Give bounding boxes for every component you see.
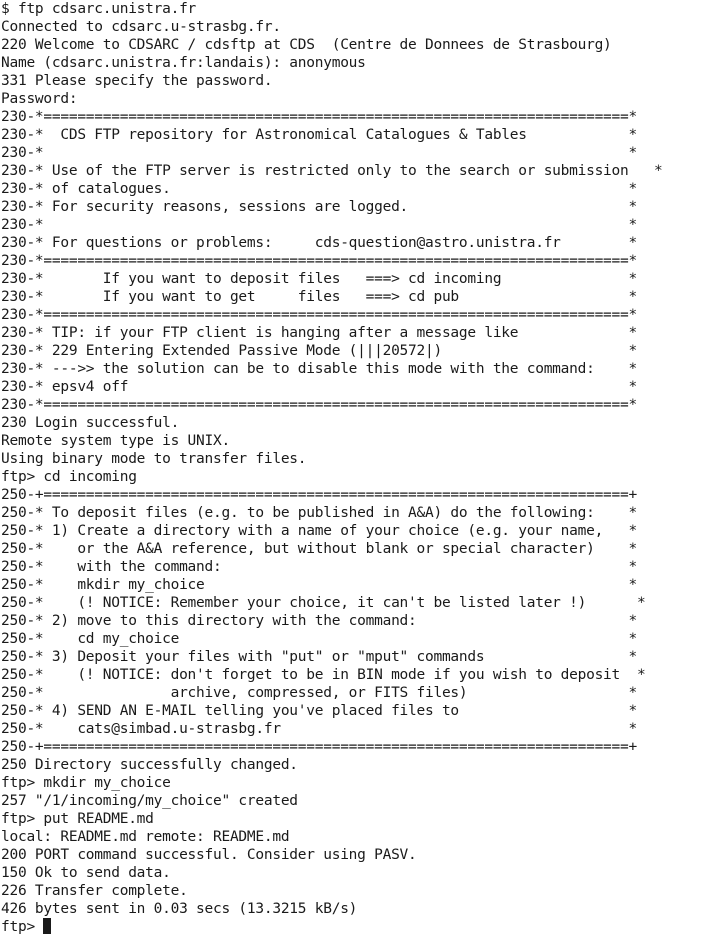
terminal-line: 250-* with the command: * — [1, 559, 637, 575]
terminal-line: 230-* TIP: if your FTP client is hanging after a message like * — [1, 325, 637, 341]
terminal-line: 250-* 1) Create a directory with a name of your choice (e.g. your name, * — [1, 523, 637, 539]
text-cursor — [43, 918, 51, 934]
terminal-line: 230-* Use of the FTP server is restricted only to the search or submission * — [1, 163, 663, 179]
terminal-line: 230-* --->> the solution can be to disable this mode with the command: * — [1, 361, 637, 377]
terminal-line: 226 Transfer complete. — [1, 883, 188, 899]
terminal-line: 250-* archive, compressed, or FITS files) * — [1, 685, 637, 701]
terminal-line: Using binary mode to transfer files. — [1, 451, 307, 467]
terminal-line: ftp> put README.md — [1, 811, 154, 827]
terminal-line: 230 Login successful. — [1, 415, 180, 431]
terminal-line: 250-+=====================================================================+ — [1, 487, 637, 503]
terminal-line: 250-* 3) Deposit your files with "put" or "mput" commands * — [1, 649, 637, 665]
terminal-line: 250 Directory successfully changed. — [1, 757, 298, 773]
terminal-line: 230-* of catalogues. * — [1, 181, 637, 197]
terminal-line: 250-* mkdir my_choice * — [1, 577, 637, 593]
terminal-line: 230-*=====================================================================* — [1, 109, 637, 125]
terminal-line: ftp> cd incoming — [1, 469, 137, 485]
terminal-prompt-line[interactable] — [1, 918, 723, 936]
terminal-line: 331 Please specify the password. — [1, 73, 273, 89]
terminal-line: 200 PORT command successful. Consider using PASV. — [1, 847, 417, 863]
terminal-line: $ ftp cdsarc.unistra.fr — [1, 1, 197, 17]
terminal-line: 230-* * — [1, 145, 637, 161]
terminal-line: 220 Welcome to CDSARC / cdsftp at CDS (Centre de Donnees de Strasbourg) — [1, 37, 612, 53]
terminal-line: 257 "/1/incoming/my_choice" created — [1, 793, 298, 809]
terminal-line: 230-* * — [1, 217, 637, 233]
terminal-line: 250-* 4) SEND AN E-MAIL telling you've placed files to * — [1, 703, 637, 719]
terminal-line: local: README.md remote: README.md — [1, 829, 290, 845]
terminal-line: 250-* cd my_choice * — [1, 631, 637, 647]
terminal-line: Connected to cdsarc.u-strasbg.fr. — [1, 19, 281, 35]
terminal-line: 250-+=====================================================================+ — [1, 739, 637, 755]
terminal-line: 230-* For questions or problems: cds-question@astro.unistra.fr * — [1, 235, 637, 251]
terminal-line: 250-* 2) move to this directory with the command: * — [1, 613, 637, 629]
terminal-line: 230-* epsv4 off * — [1, 379, 637, 395]
terminal-line: 250-* (! NOTICE: Remember your choice, it can't be listed later !) * — [1, 595, 646, 611]
terminal-line: 230-*=====================================================================* — [1, 307, 637, 323]
terminal-line: 230-* If you want to deposit files ===> cd incoming * — [1, 271, 637, 287]
terminal-line: 230-*=====================================================================* — [1, 253, 637, 269]
terminal-line: 250-* or the A&A reference, but without blank or special character) * — [1, 541, 637, 557]
terminal-line: Name (cdsarc.unistra.fr:landais): anonymous — [1, 55, 366, 71]
terminal-line: 426 bytes sent in 0.03 secs (13.3215 kB/s) — [1, 901, 358, 917]
terminal-line: 250-* cats@simbad.u-strasbg.fr * — [1, 721, 637, 737]
terminal-line: 250-* To deposit files (e.g. to be published in A&A) do the following: * — [1, 505, 637, 521]
terminal-output — [1, 0, 723, 918]
terminal-line: ftp> mkdir my_choice — [1, 775, 171, 791]
terminal-line: 150 Ok to send data. — [1, 865, 171, 881]
terminal-line: 230-*=====================================================================* — [1, 397, 637, 413]
terminal-line: 230-* If you want to get files ===> cd pub * — [1, 289, 637, 305]
terminal-line: 230-* CDS FTP repository for Astronomical Catalogues & Tables * — [1, 127, 637, 143]
terminal-line: 250-* (! NOTICE: don't forget to be in BIN mode if you wish to deposit * — [1, 667, 646, 683]
terminal-line: Remote system type is UNIX. — [1, 433, 230, 449]
terminal-line: 230-* For security reasons, sessions are logged. * — [1, 199, 637, 215]
terminal-line: 230-* 229 Entering Extended Passive Mode (|||20572|) * — [1, 343, 637, 359]
prompt-text: ftp> — [1, 919, 44, 935]
terminal-line: Password: — [1, 91, 78, 107]
